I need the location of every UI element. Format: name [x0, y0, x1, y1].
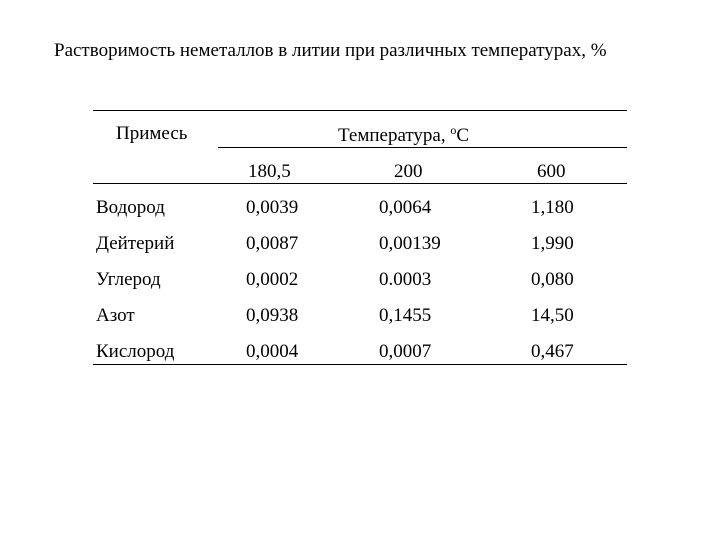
- header-impurity: Примесь: [116, 123, 188, 144]
- table-row: [0, 198, 720, 234]
- row-value-3: 14,50: [531, 305, 574, 326]
- row-value-2: 0.0003: [379, 269, 432, 290]
- header-temperature: [338, 124, 469, 145]
- row-name: Дейтерий: [96, 233, 175, 254]
- table-top-rule: [93, 110, 627, 111]
- header-temperature-unit: С: [456, 125, 470, 146]
- row-value-3: 1,180: [531, 197, 574, 218]
- row-value-2: 0,1455: [379, 305, 432, 326]
- row-value-2: 0,00139: [379, 233, 441, 254]
- table-row: [0, 234, 720, 270]
- row-value-1: 0,0039: [246, 197, 299, 218]
- row-name: Углерод: [96, 269, 161, 290]
- row-value-3: 1,990: [531, 233, 574, 254]
- row-value-3: 0,080: [531, 269, 574, 290]
- table-row: [0, 306, 720, 342]
- row-value-2: 0,0007: [379, 341, 432, 362]
- row-value-1: 0,0938: [246, 305, 299, 326]
- table-row: [0, 270, 720, 306]
- table-row: [0, 342, 720, 378]
- header-temp-2: 200: [394, 161, 423, 182]
- row-value-1: 0,0087: [246, 233, 299, 254]
- header-temp-1: 180,5: [248, 161, 291, 182]
- row-name: Водород: [96, 197, 165, 218]
- row-value-3: 0,467: [531, 341, 574, 362]
- degree-sign: o: [450, 123, 457, 137]
- header-temperature-label: Температура,: [338, 125, 451, 146]
- header-temp-3: 600: [537, 161, 566, 182]
- row-name: Кислород: [96, 341, 175, 362]
- row-name: Азот: [96, 305, 135, 326]
- row-value-1: 0,0002: [246, 269, 299, 290]
- table-title: Растворимость неметаллов в литии при различных температурах, %: [54, 40, 607, 61]
- row-value-2: 0,0064: [379, 197, 432, 218]
- header-bottom-rule: [93, 183, 627, 184]
- row-value-1: 0,0004: [246, 341, 299, 362]
- temperature-rule: [218, 147, 627, 148]
